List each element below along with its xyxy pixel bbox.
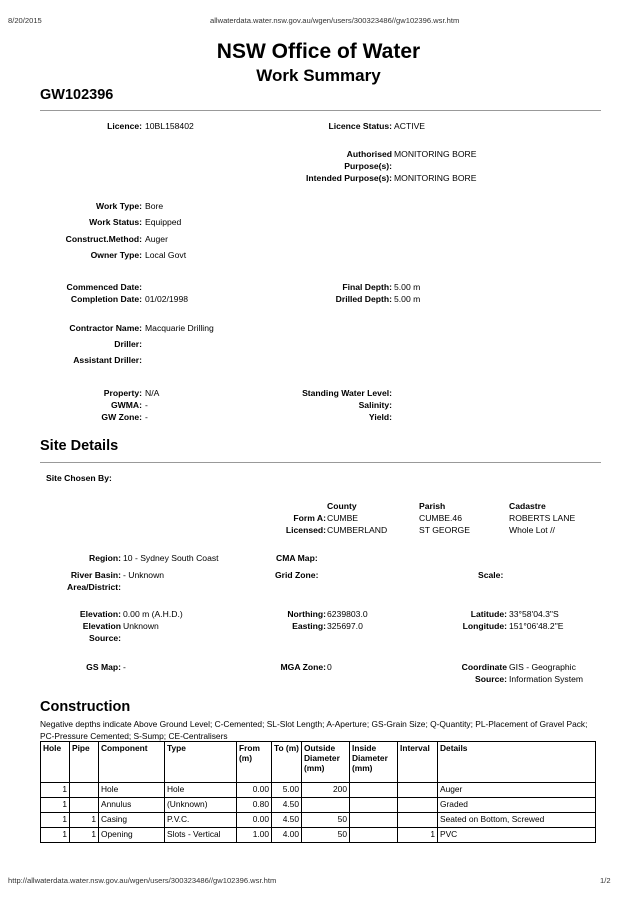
final-depth-label: Final Depth: — [342, 282, 392, 292]
column-header: Details — [438, 742, 596, 783]
river-basin-value: - Unknown — [123, 570, 165, 580]
work-type-value: Bore — [145, 201, 164, 211]
page-subtitle: Work Summary — [256, 66, 381, 85]
column-header: Interval — [398, 742, 438, 783]
commenced-label: Commenced Date: — [66, 282, 142, 292]
table-cell: 200 — [302, 783, 350, 798]
table-cell: (Unknown) — [165, 798, 237, 813]
table-cell: 50 — [302, 813, 350, 828]
table-cell: Hole — [99, 783, 165, 798]
longitude-label: Longitude: — [462, 621, 507, 631]
elevation-source-label: Elevation — [82, 621, 121, 631]
column-header: From (m) — [237, 742, 272, 783]
table-cell — [350, 783, 398, 798]
drilled-depth-label: Drilled Depth: — [335, 294, 392, 304]
northing-value: 6239803.0 — [327, 609, 368, 619]
table-cell — [302, 798, 350, 813]
authorised-value: MONITORING BORE — [394, 149, 477, 159]
gs-map-label: GS Map: — [86, 662, 121, 672]
licence-label: Licence: — [107, 121, 142, 131]
column-header: Inside Diameter (mm) — [350, 742, 398, 783]
intended-label: Intended Purpose(s): — [306, 173, 392, 183]
completion-label: Completion Date: — [70, 294, 142, 304]
parish-header: Parish — [419, 501, 446, 511]
coordinate-source-label-2: Source: — [475, 674, 507, 684]
licensed-county: CUMBERLAND — [327, 525, 388, 535]
cadastre-header: Cadastre — [509, 501, 546, 511]
area-district-label: Area/District: — [67, 582, 121, 592]
forma-label: Form A: — [293, 513, 326, 523]
region-label: Region: — [89, 553, 121, 563]
licensed-label: Licensed: — [285, 525, 326, 535]
mga-zone-value: 0 — [327, 662, 332, 672]
licensed-parish: ST GEORGE — [419, 525, 470, 535]
yield-label: Yield: — [368, 412, 392, 422]
print-page-number: 1/2 — [600, 876, 611, 885]
table-cell: Annulus — [99, 798, 165, 813]
construct-value: Auger — [145, 234, 168, 244]
authorised-label: Authorised — [346, 149, 392, 159]
table-cell — [350, 813, 398, 828]
page-title: NSW Office of Water — [216, 40, 421, 63]
table-cell: 1 — [398, 828, 438, 843]
longitude-value: 151°06'48.2"E — [509, 621, 564, 631]
contractor-value: Macquarie Drilling — [145, 323, 214, 333]
table-cell: 4.50 — [272, 813, 302, 828]
table-cell: Hole — [165, 783, 237, 798]
coordinate-source-label: Coordinate — [461, 662, 507, 672]
column-header: Component — [99, 742, 165, 783]
table-cell — [350, 828, 398, 843]
asst-driller-label: Assistant Driller: — [73, 355, 142, 365]
easting-label: Easting: — [292, 621, 326, 631]
construct-label: Construct.Method: — [65, 234, 142, 244]
table-row — [41, 783, 596, 798]
county-header: County — [327, 501, 357, 511]
table-cell: 0.00 — [237, 783, 272, 798]
coordinate-source-value-2: Information System — [509, 674, 584, 684]
river-basin-label: River Basin: — [70, 570, 121, 580]
table-header-row — [41, 742, 596, 783]
table-cell — [350, 798, 398, 813]
table-cell: 0.00 — [237, 813, 272, 828]
table-cell — [70, 783, 99, 798]
table-cell: 5.00 — [272, 783, 302, 798]
owner-label: Owner Type: — [90, 250, 142, 260]
easting-value: 325697.0 — [327, 621, 363, 631]
work-status-value: Equipped — [145, 217, 182, 227]
construction-heading: Construction — [40, 699, 131, 715]
mga-zone-label: MGA Zone: — [280, 662, 326, 672]
forma-cadastre: ROBERTS LANE — [509, 513, 576, 523]
table-cell: 50 — [302, 828, 350, 843]
cma-map-label: CMA Map: — [276, 553, 318, 563]
table-cell: Seated on Bottom, Screwed — [438, 813, 596, 828]
column-header: To (m) — [272, 742, 302, 783]
licence-status-value: ACTIVE — [394, 121, 426, 131]
table-cell: Casing — [99, 813, 165, 828]
table-cell: 4.50 — [272, 798, 302, 813]
driller-label: Driller: — [114, 339, 142, 349]
site-details-heading: Site Details — [40, 438, 119, 454]
divider — [40, 462, 601, 463]
construction-note: Negative depths indicate Above Ground Level; C-Cemented; SL-Slot Length; A-Aperture; GS-Grain Size; Q-Quantity; PL-Placement of Gravel Pack; PC-Pressure Cemented; S-Sump; CE-Centralisers — [40, 719, 588, 741]
property-label: Property: — [103, 388, 142, 398]
authorised-label-2: Purpose(s): — [344, 161, 392, 171]
region-value: 10 - Sydney South Coast — [123, 553, 219, 563]
northing-label: Northing: — [287, 609, 326, 619]
table-row — [41, 828, 596, 843]
column-header: Outside Diameter (mm) — [302, 742, 350, 783]
table-cell: 1.00 — [237, 828, 272, 843]
elevation-label: Elevation: — [79, 609, 121, 619]
grid-zone-label: Grid Zone: — [275, 570, 319, 580]
table-cell: 1 — [41, 783, 70, 798]
table-cell: P.V.C. — [165, 813, 237, 828]
table-cell: Slots - Vertical — [165, 828, 237, 843]
table-cell: 1 — [70, 828, 99, 843]
elevation-value: 0.00 m (A.H.D.) — [123, 609, 183, 619]
site-chosen-label: Site Chosen By: — [46, 473, 112, 483]
owner-value: Local Govt — [145, 250, 187, 260]
swl-label: Standing Water Level: — [302, 388, 392, 398]
licence-value: 10BL158402 — [145, 121, 194, 131]
forma-parish: CUMBE.46 — [419, 513, 462, 523]
table-cell: 1 — [41, 828, 70, 843]
salinity-label: Salinity: — [358, 400, 392, 410]
final-depth-value: 5.00 m — [394, 282, 421, 292]
table-cell — [398, 783, 438, 798]
table-cell — [70, 798, 99, 813]
elevation-source-label-2: Source: — [89, 633, 121, 643]
latitude-value: 33°58'04.3"S — [509, 609, 559, 619]
table-cell: 1 — [41, 813, 70, 828]
print-url-top: allwaterdata.water.nsw.gov.au/wgen/users/300323486//gw102396.wsr.htm — [210, 16, 460, 25]
drilled-depth-value: 5.00 m — [394, 294, 421, 304]
coordinate-source-value: GIS - Geographic — [509, 662, 576, 672]
gwma-label: GWMA: — [110, 400, 142, 410]
table-cell — [398, 798, 438, 813]
table-cell: 0.80 — [237, 798, 272, 813]
work-id: GW102396 — [40, 87, 114, 103]
table-row — [41, 813, 596, 828]
gs-map-value: - — [123, 662, 126, 672]
work-status-label: Work Status: — [89, 217, 142, 227]
intended-value: MONITORING BORE — [394, 173, 477, 183]
table-cell: Graded — [438, 798, 596, 813]
column-header: Hole — [41, 742, 70, 783]
column-header: Pipe — [70, 742, 99, 783]
latitude-label: Latitude: — [470, 609, 507, 619]
licence-status-label: Licence Status: — [328, 121, 392, 131]
licensed-cadastre: Whole Lot // — [509, 525, 555, 535]
gwma-value: - — [145, 400, 148, 410]
contractor-label: Contractor Name: — [69, 323, 142, 333]
gwzone-label: GW Zone: — [101, 412, 142, 422]
property-value: N/A — [145, 388, 160, 398]
divider — [40, 110, 601, 111]
gwzone-value: - — [145, 412, 148, 422]
table-cell — [398, 813, 438, 828]
table-cell: PVC — [438, 828, 596, 843]
completion-value: 01/02/1998 — [145, 294, 189, 304]
print-url-bottom: http://allwaterdata.water.nsw.gov.au/wgen/users/300323486//gw102396.wsr.htm — [8, 876, 277, 885]
print-date: 8/20/2015 — [8, 16, 42, 25]
work-type-label: Work Type: — [96, 201, 142, 211]
table-cell: 4.00 — [272, 828, 302, 843]
construction-table — [40, 741, 596, 843]
table-row — [41, 798, 596, 813]
table-cell: Auger — [438, 783, 596, 798]
forma-county: CUMBE — [327, 513, 359, 523]
elevation-source-value: Unknown — [123, 621, 159, 631]
scale-label: Scale: — [478, 570, 504, 580]
table-cell: 1 — [70, 813, 99, 828]
column-header: Type — [165, 742, 237, 783]
table-cell: Opening — [99, 828, 165, 843]
table-cell: 1 — [41, 798, 70, 813]
